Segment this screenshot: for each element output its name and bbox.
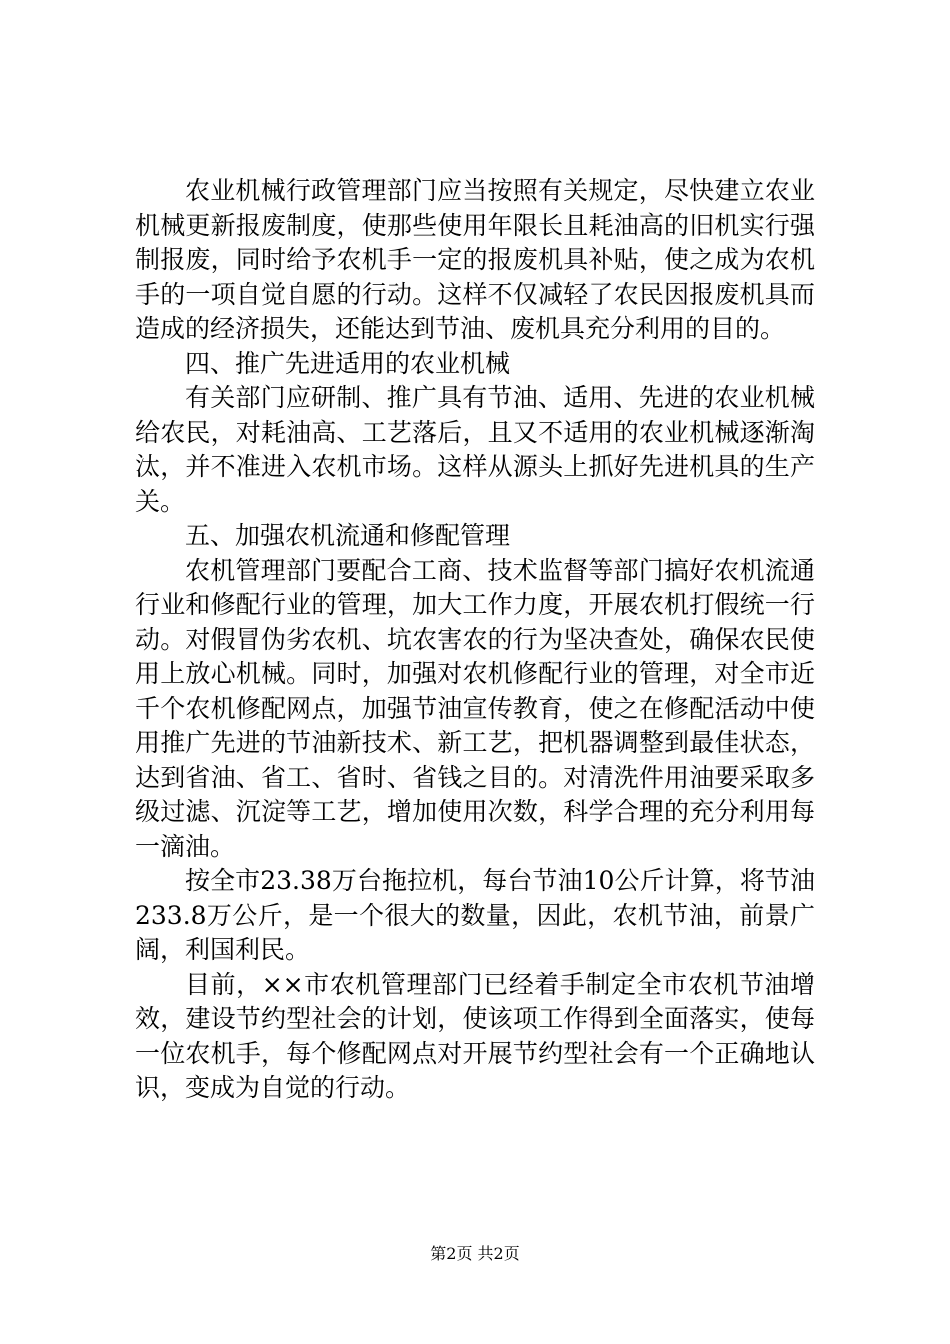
paragraph-tractor-savings: 按全市23.38万台拖拉机，每台节油10公斤计算，将节油233.8万公斤，是一个很大的数量，因此，农机节油，前景广阔，利国利民。 [135,866,815,964]
paragraph-equipment-scrapping: 农业机械行政管理部门应当按照有关规定，尽快建立农业机械更新报废制度，使那些使用年限长且耗油高的旧机实行强制报废，同时给予农机手一定的报废机具补贴，使之成为农机手的一项自觉自愿的行动。这样不仅减轻了农民因报废机具而造成的经济损失，还能达到节油、废机具充分利用的目的。 [135,176,815,343]
document-body [135,174,815,1106]
page-footer [0,1244,950,1264]
section-heading-5: 五、加强农机流通和修配管理 [185,521,511,550]
page-number: 第2页 共2页 [430,1244,520,1263]
paragraph-current-plan: 目前，××市农机管理部门已经着手制定全市农机节油增效，建设节约型社会的计划，使该项工作得到全面落实，使每一位农机手，每个修配网点对开展节约型社会有一个正确地认识，变成为自觉的行动。 [135,969,815,1102]
paragraph-promote-machinery: 有关部门应研制、推广具有节油、适用、先进的农业机械给农民，对耗油高、工艺落后，且又不适用的农业机械逐渐淘汰，并不准进入农机市场。这样从源头上抓好先进机具的生产关。 [135,383,815,516]
section-heading-4: 四、推广先进适用的农业机械 [185,348,511,378]
paragraph-circulation-repair: 农机管理部门要配合工商、技术监督等部门搞好农机流通行业和修配行业的管理，加大工作力度，开展农机打假统一行动。对假冒伪劣农机、坑农害农的行为坚决查处，确保农民使用上放心机械。同时，加强对农机修配行业的管理，对全市近千个农机修配网点，加强节油宣传教育，使之在修配活动中使用推广先进的节油新技术、新工艺，把机器调整到最佳状态，达到省油、省工、省时、省钱之目的。对清洗件用油要采取多级过滤、沉淀等工艺，增加使用次数，科学合理的充分利用每一滴油。 [135,555,815,861]
